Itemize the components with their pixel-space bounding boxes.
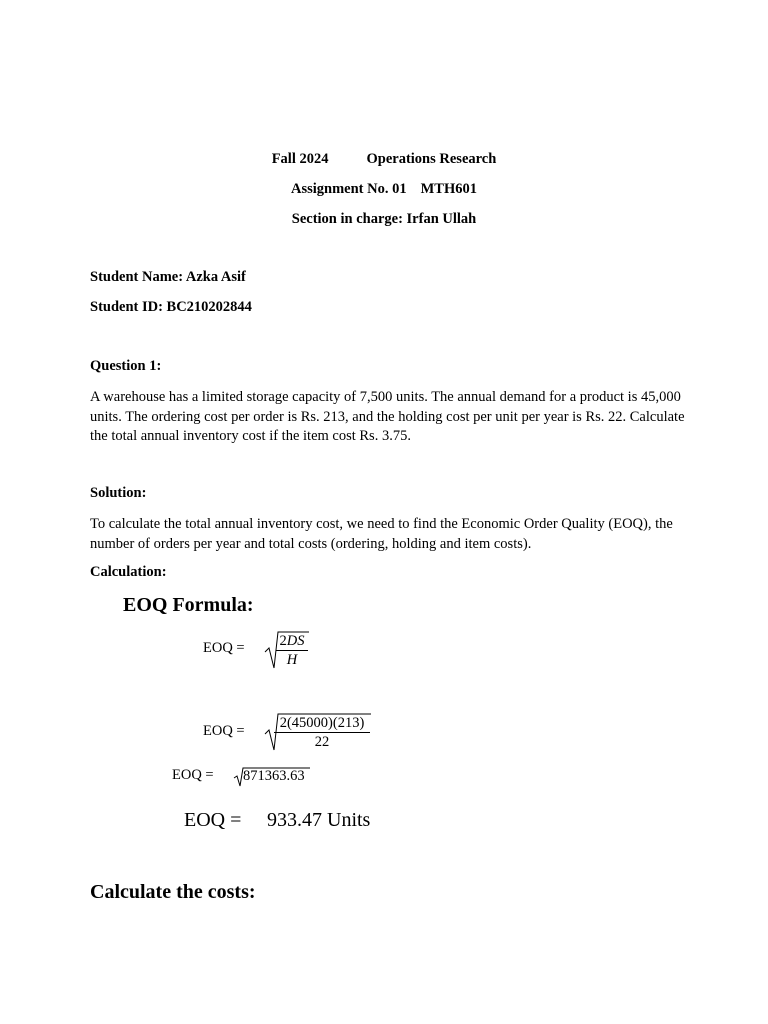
eoq-substitution-fraction <box>274 714 370 751</box>
eoq-result-lhs: EOQ = <box>184 809 242 831</box>
eoq-result-value: 933.47 Units <box>267 809 371 831</box>
solution-title: Solution: <box>90 485 147 501</box>
numerator-two: 2 <box>279 633 287 649</box>
course-name: Operations Research <box>366 151 497 167</box>
section-in-charge: Section in charge: Irfan Ullah <box>291 211 477 227</box>
eoq-root-value: 871363.63 <box>243 768 305 784</box>
eoq-formula-denominator: H <box>286 652 298 668</box>
numerator-ds: DS <box>286 633 305 649</box>
eoq-formula-numerator <box>276 632 308 651</box>
header-line-1 <box>0 151 768 168</box>
question-title: Question 1: <box>90 358 162 374</box>
assignment-number: Assignment No. 01 <box>291 181 407 197</box>
course-code: MTH601 <box>420 181 477 197</box>
student-name: Student Name: Azka Asif <box>90 269 246 285</box>
term: Fall 2024 <box>271 151 329 167</box>
eoq-substitution-numerator: 2(45000)(213) <box>274 714 370 733</box>
student-id: Student ID: BC210202844 <box>90 299 252 315</box>
header-line-2 <box>0 181 768 198</box>
calculate-costs-heading: Calculate the costs: <box>90 881 256 903</box>
eoq-root-lhs: EOQ = <box>172 767 214 783</box>
eoq-formula-heading: EOQ Formula: <box>123 594 254 616</box>
eoq-formula-fraction <box>276 632 308 669</box>
solution-text: To calculate the total annual inventory cost, we need to find the Economic Order Quality (EOQ), the number of orders per year and total costs (ordering, holding and item costs). <box>90 516 673 552</box>
eoq-formula-lhs: EOQ = <box>203 640 245 656</box>
eoq-substitution-denominator: 22 <box>314 734 330 750</box>
eoq-substitution-lhs: EOQ = <box>203 723 245 739</box>
calculation-label: Calculation: <box>90 564 167 580</box>
question-text: A warehouse has a limited storage capacity of 7,500 units. The annual demand for a product is 45,000 units. The ordering cost per order is Rs. 213, and the holding cost per unit per year is Rs. 22. Calculate the total annual inventory cost if the item cost Rs. 3.75. <box>90 389 685 444</box>
